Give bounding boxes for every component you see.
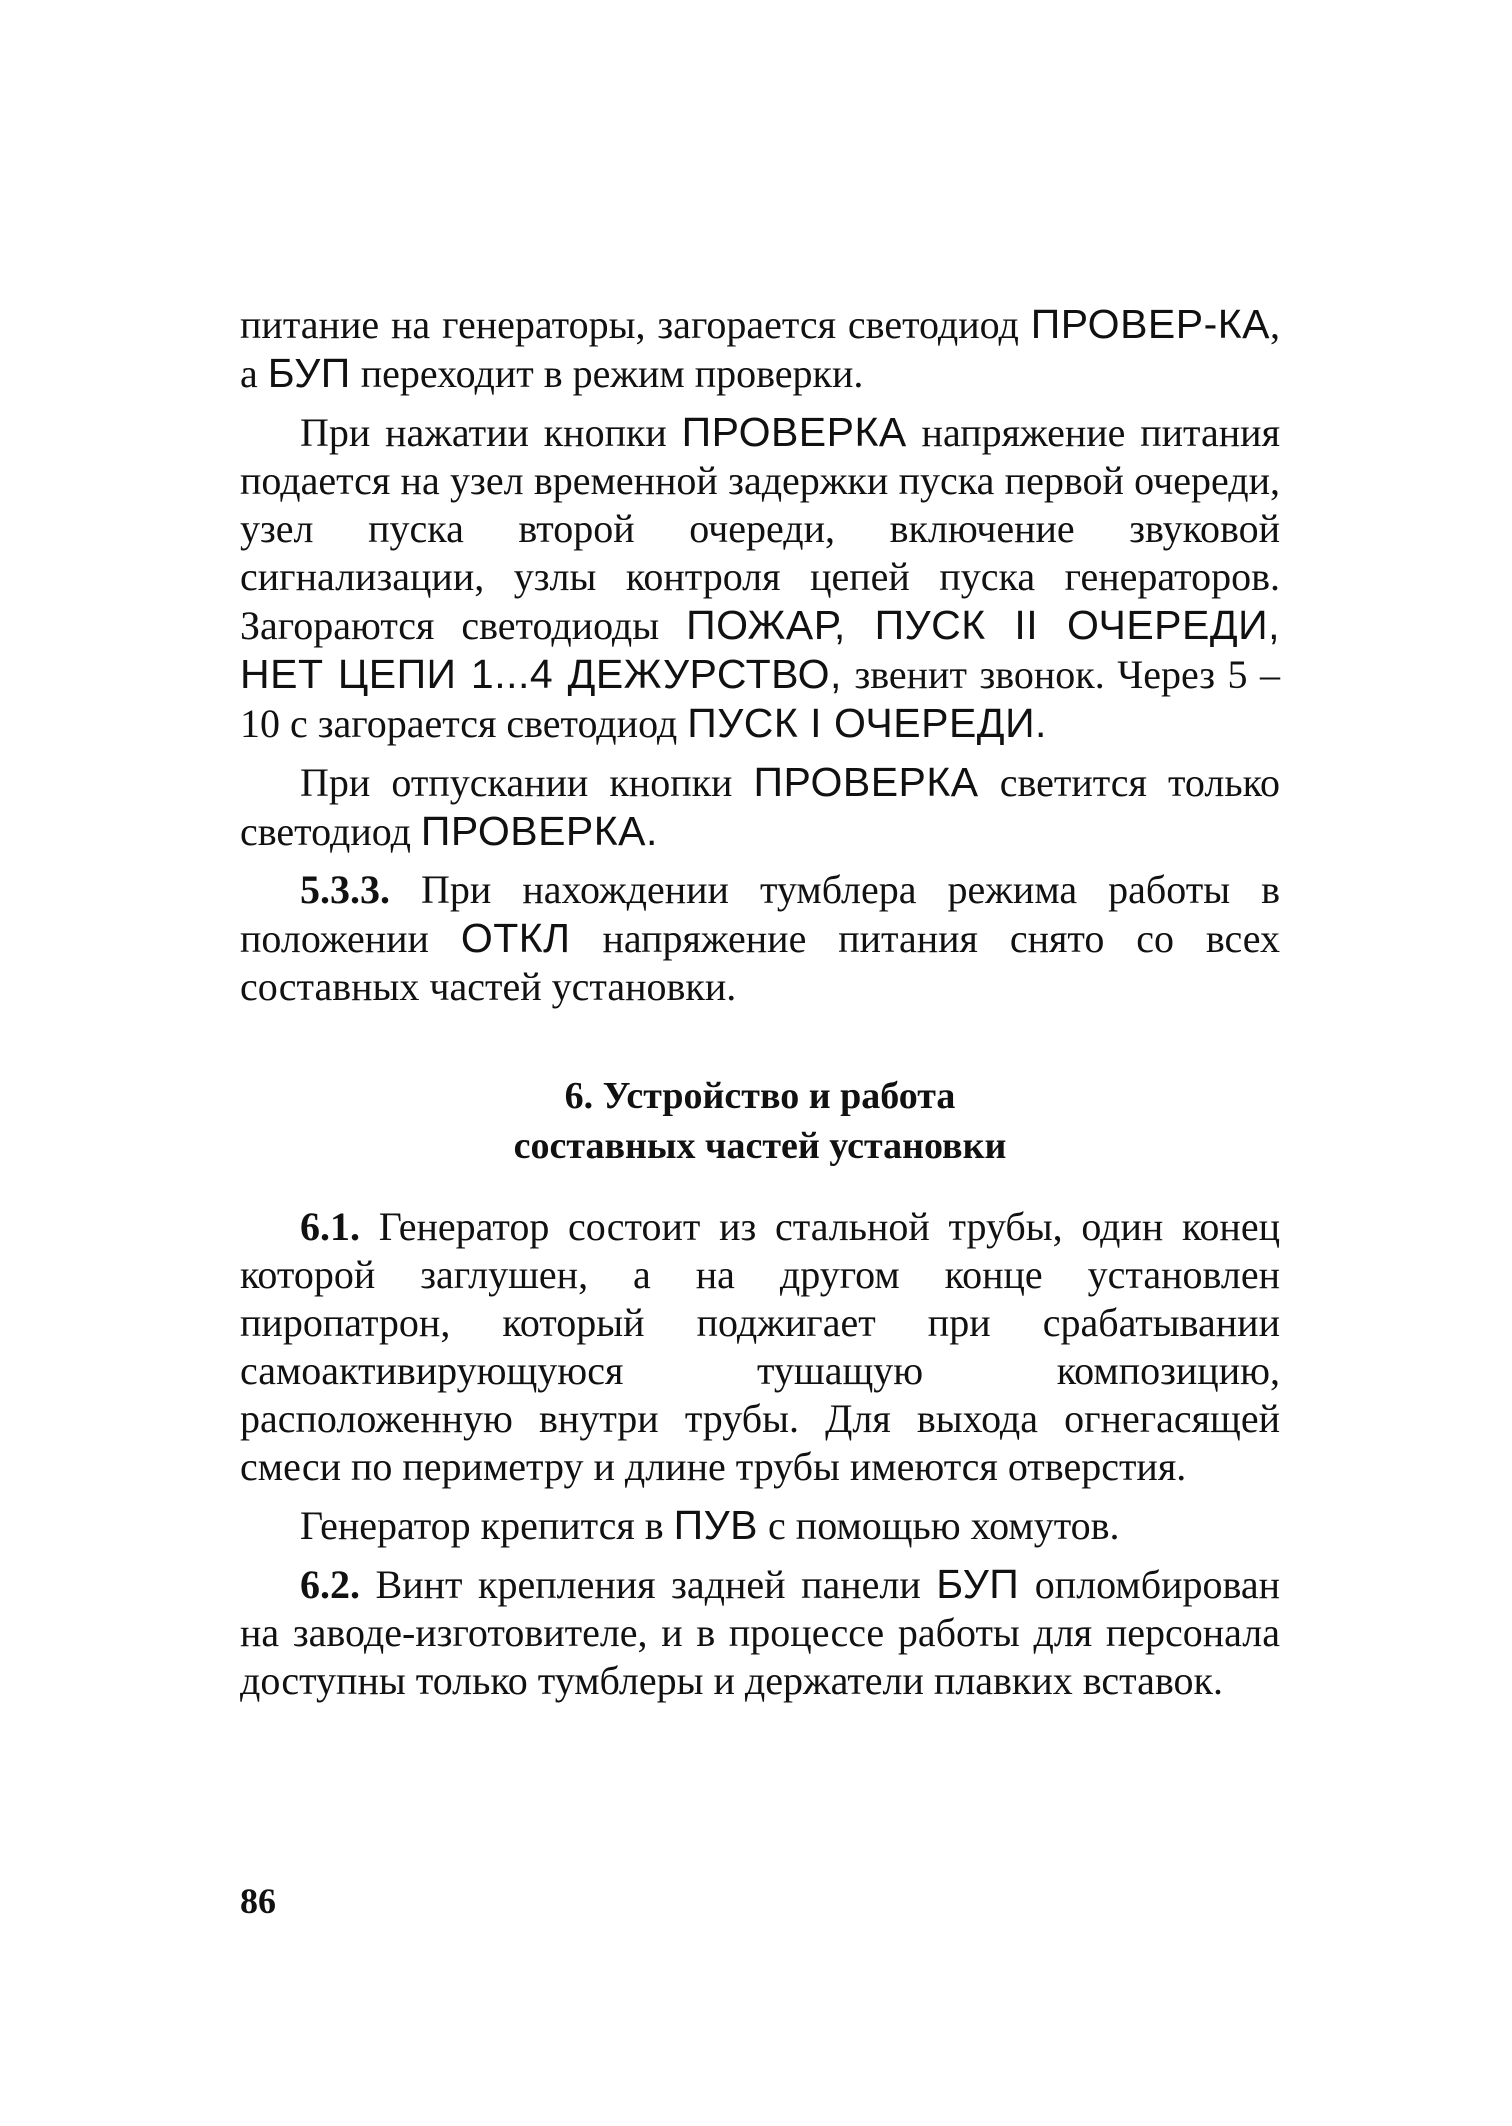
- paragraph-continuation: питание на генераторы, загорается светодиод ПРОВЕР-КА, а БУП переходит в режим проверки.: [240, 301, 1280, 396]
- indicator-name: ПРОВЕРКА.: [420, 808, 658, 854]
- section-number: 6.1.: [300, 1204, 360, 1249]
- unit-name: БУП: [936, 1561, 1020, 1607]
- paragraph-generator-mount: Генератор крепится в ПУВ с помощью хомутов.: [300, 1502, 1120, 1548]
- button-name: ПРОВЕРКА: [753, 759, 979, 805]
- paragraph-release-button: При отпускании кнопки ПРОВЕРКА светится только светодиод ПРОВЕРКА.: [240, 759, 1280, 854]
- paragraph-check-button: При нажатии кнопки ПРОВЕРКА напряжение питания подается на узел временной задержки пуска первой очереди, узел пуска второй очереди, включение звуковой сигнализации, узлы контроля цепей пуска генераторов. Загораются светодиоды ПОЖАР, ПУСК II ОЧЕРЕДИ, НЕТ ЦЕПИ 1...4 ДЕЖУРСТВО, звенит звонок. Через 5 – 10 с загорается светодиод ПУСК I ОЧЕРЕДИ.: [240, 409, 1280, 746]
- indicator-name: ПУСК I ОЧЕРЕДИ.: [687, 700, 1047, 746]
- indicator-list: ПОЖАР, ПУСК II ОЧЕРЕДИ, НЕТ ЦЕПИ 1...4 ДЕЖУРСТВО,: [240, 602, 1280, 697]
- button-name: ПРОВЕРКА: [681, 409, 907, 455]
- indicator-name: ПРОВЕР-КА: [1030, 301, 1270, 347]
- heading-line-2: составных частей установки: [513, 1125, 1007, 1167]
- paragraph-5-3-3: 5.3.3. При нахождении тумблера режима работы в положении ОТКЛ напряжение питания снято со всех составных частей установки.: [240, 867, 1281, 1009]
- paragraph-6-2: 6.2. Винт крепления задней панели БУП опломбирован на заводе-изготовителе, и в процессе работы для персонала доступны только тумблеры и держатели плавких вставок.: [240, 1561, 1281, 1703]
- page-body: [240, 300, 1280, 1715]
- section-number: 6.2.: [300, 1562, 360, 1607]
- unit-name: БУП: [267, 350, 351, 396]
- section-number: 5.3.3.: [300, 867, 390, 912]
- mode-name: ОТКЛ: [460, 915, 571, 961]
- paragraph-6-1: 6.1. Генератор состоит из стальной трубы, один конец которой заглушен, а на другом конце установлен пиропатрон, который поджигает при срабатывании самоактивирующуюся тушащую композицию, расположенную внутри трубы. Для выхода огнегасящей смеси по периметру и длине трубы имеются отверстия.: [240, 1204, 1280, 1489]
- unit-name: ПУВ: [673, 1502, 759, 1548]
- heading-line-1: 6. Устройство и работа: [564, 1075, 956, 1117]
- section-heading: [240, 1071, 1280, 1171]
- page-number: 86: [240, 1881, 276, 1921]
